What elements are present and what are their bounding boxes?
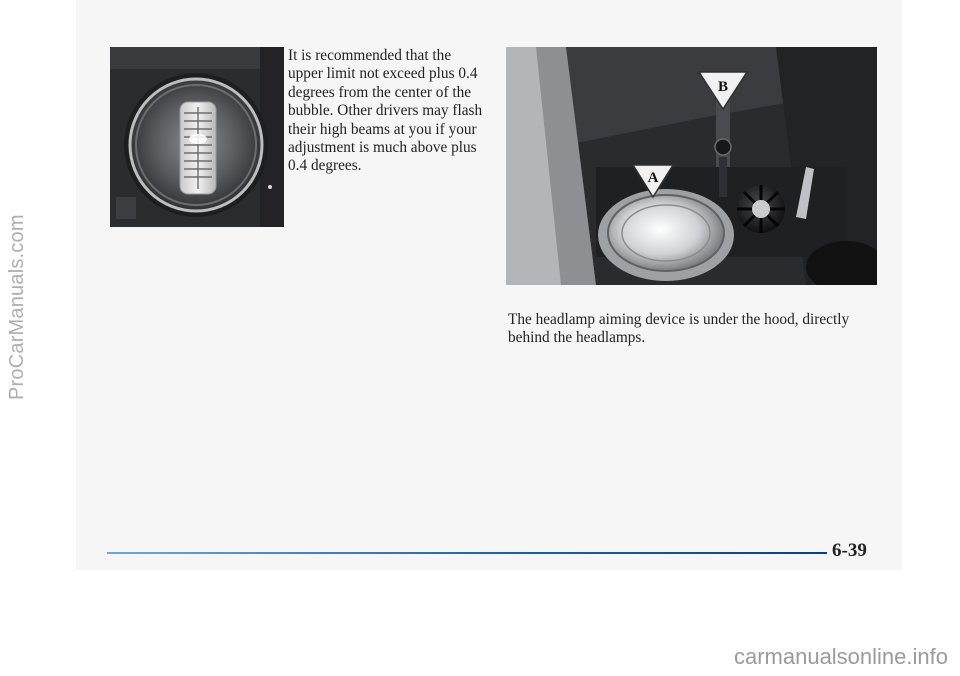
callout-b: B: [717, 79, 729, 95]
aiming-device-caption: The headlamp aiming device is under the hood, directly behind the headlamps.: [508, 311, 850, 347]
recommendation-paragraph: It is recommended that the upper limit not exceed plus 0.4 degrees from the center of the bubble. Other drivers may flash their high beams at you if your adjustment is much above plus 0.4 degrees.: [288, 47, 483, 175]
page-number: 6-39: [832, 540, 867, 561]
footer-rule: [107, 552, 827, 554]
aiming-device-photo: [506, 47, 877, 285]
bottom-watermark: carmanualsonline.info: [733, 644, 948, 669]
side-watermark: ProCarManuals.com: [6, 214, 28, 400]
level-bubble-photo: [110, 47, 284, 227]
callout-a: A: [647, 170, 659, 186]
